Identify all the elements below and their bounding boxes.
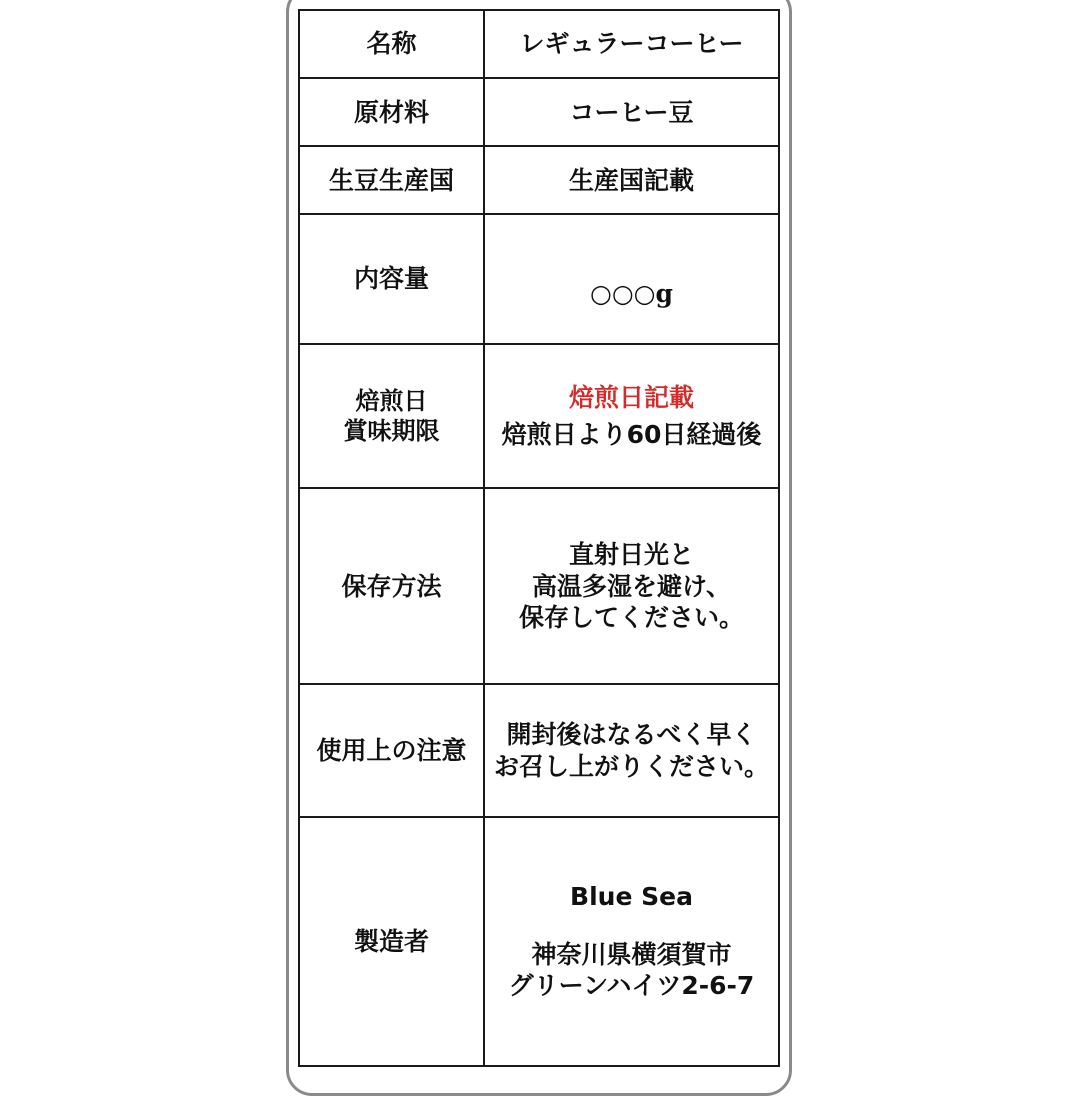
row-label-content: 内容量 [299,214,484,344]
row-label-storage: 保存方法 [299,488,484,684]
expiry-value: 焙煎日より60日経過後 [501,420,762,450]
caution-line: 開封後はなるべく早く [506,720,757,750]
storage-line: 直射日光と [568,540,694,570]
row-value-origin: 生産国記載 [484,146,779,214]
row-label-caution: 使用上の注意 [299,684,484,816]
row-value-ingredients: コーヒー豆 [484,78,779,146]
caution-line: お召し上がりください。 [493,751,769,781]
table-row [299,10,779,78]
roast-date-value: 焙煎日記載 [568,382,694,412]
row-label-manufacturer: 製造者 [299,817,484,1066]
table-row [299,684,779,816]
row-label-origin: 生豆生産国 [299,146,484,214]
manufacturer-name: Blue Sea [570,882,693,912]
row-value-manufacturer [484,817,779,1066]
table-row [299,817,779,1066]
row-value-dates [484,344,779,488]
storage-line: 保存してください。 [518,602,744,632]
manufacturer-address: 神奈川県横須賀市 [531,939,732,969]
row-value-content [484,214,779,344]
row-label-name: 名称 [299,10,484,78]
row-label-ingredients: 原材料 [299,78,484,146]
roast-date-label: 焙煎日 [355,387,428,416]
manufacturer-address: グリーンハイツ2-6-7 [508,970,755,1000]
table-row [299,214,779,344]
expiry-label: 賞味期限 [343,417,440,446]
row-value-caution [484,684,779,816]
spacer [489,913,774,939]
table-row [299,344,779,488]
content-amount: ○○○g [590,279,673,309]
product-label-table [298,9,780,1067]
row-value-storage [484,488,779,684]
row-label-dates [299,344,484,488]
table-row [299,78,779,146]
storage-line: 高温多湿を避け、 [531,571,731,601]
table-row [299,488,779,684]
row-value-name: レギュラーコーヒー [484,10,779,78]
table-row [299,146,779,214]
